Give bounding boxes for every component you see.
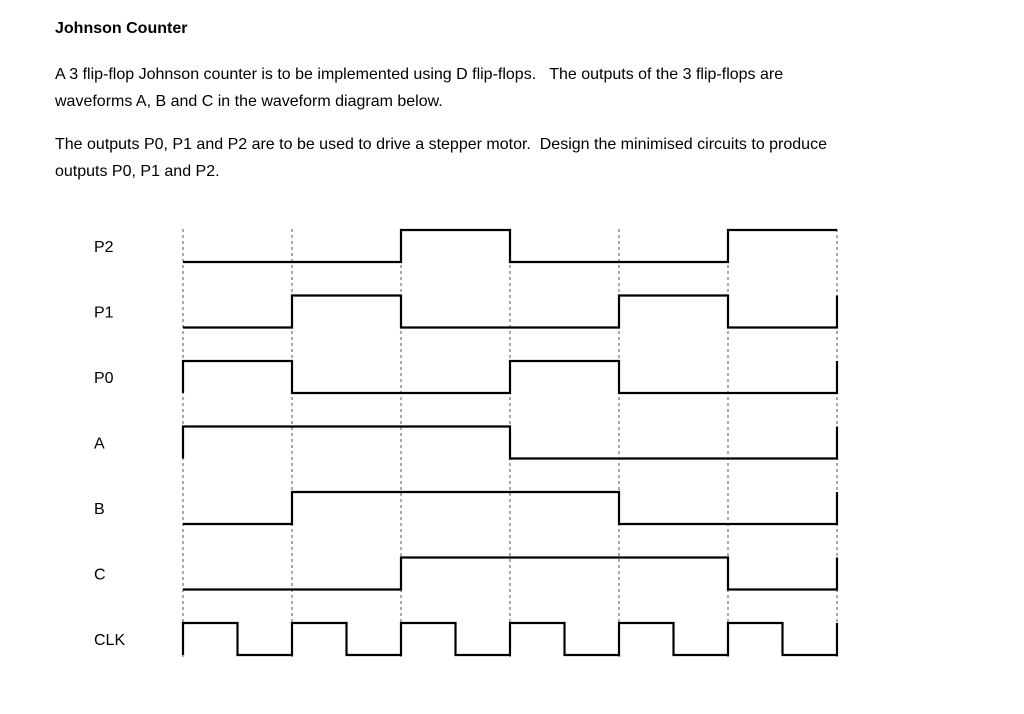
paragraph-task-line: The outputs P0, P1 and P2 are to be used to drive a stepper motor. Design the minimised circuits to produce bbox=[55, 136, 827, 153]
paragraph-intro-line: A 3 flip-flop Johnson counter is to be implemented using D flip-flops. The outputs of the 3 flip-flops are bbox=[55, 66, 784, 83]
waveform-p2 bbox=[183, 230, 837, 262]
paragraph-intro-line: waveforms A, B and C in the waveform diagram below. bbox=[55, 93, 443, 110]
paragraph-task-line: outputs P0, P1 and P2. bbox=[55, 163, 220, 180]
signal-label-a: A bbox=[94, 435, 105, 453]
waveform-p0 bbox=[183, 361, 837, 393]
signal-label-p1: P1 bbox=[94, 304, 114, 322]
signal-label-p0: P0 bbox=[94, 370, 114, 387]
waveform-clk bbox=[183, 623, 837, 655]
document-title: Johnson Counter bbox=[55, 20, 188, 37]
signal-label-c: C bbox=[94, 566, 106, 584]
waveform-p1 bbox=[183, 296, 837, 328]
signal-label-b: B bbox=[94, 501, 105, 518]
signal-label-clk: CLK bbox=[94, 632, 126, 649]
signal-label-p2: P2 bbox=[94, 239, 114, 256]
waveform-a bbox=[183, 427, 837, 459]
